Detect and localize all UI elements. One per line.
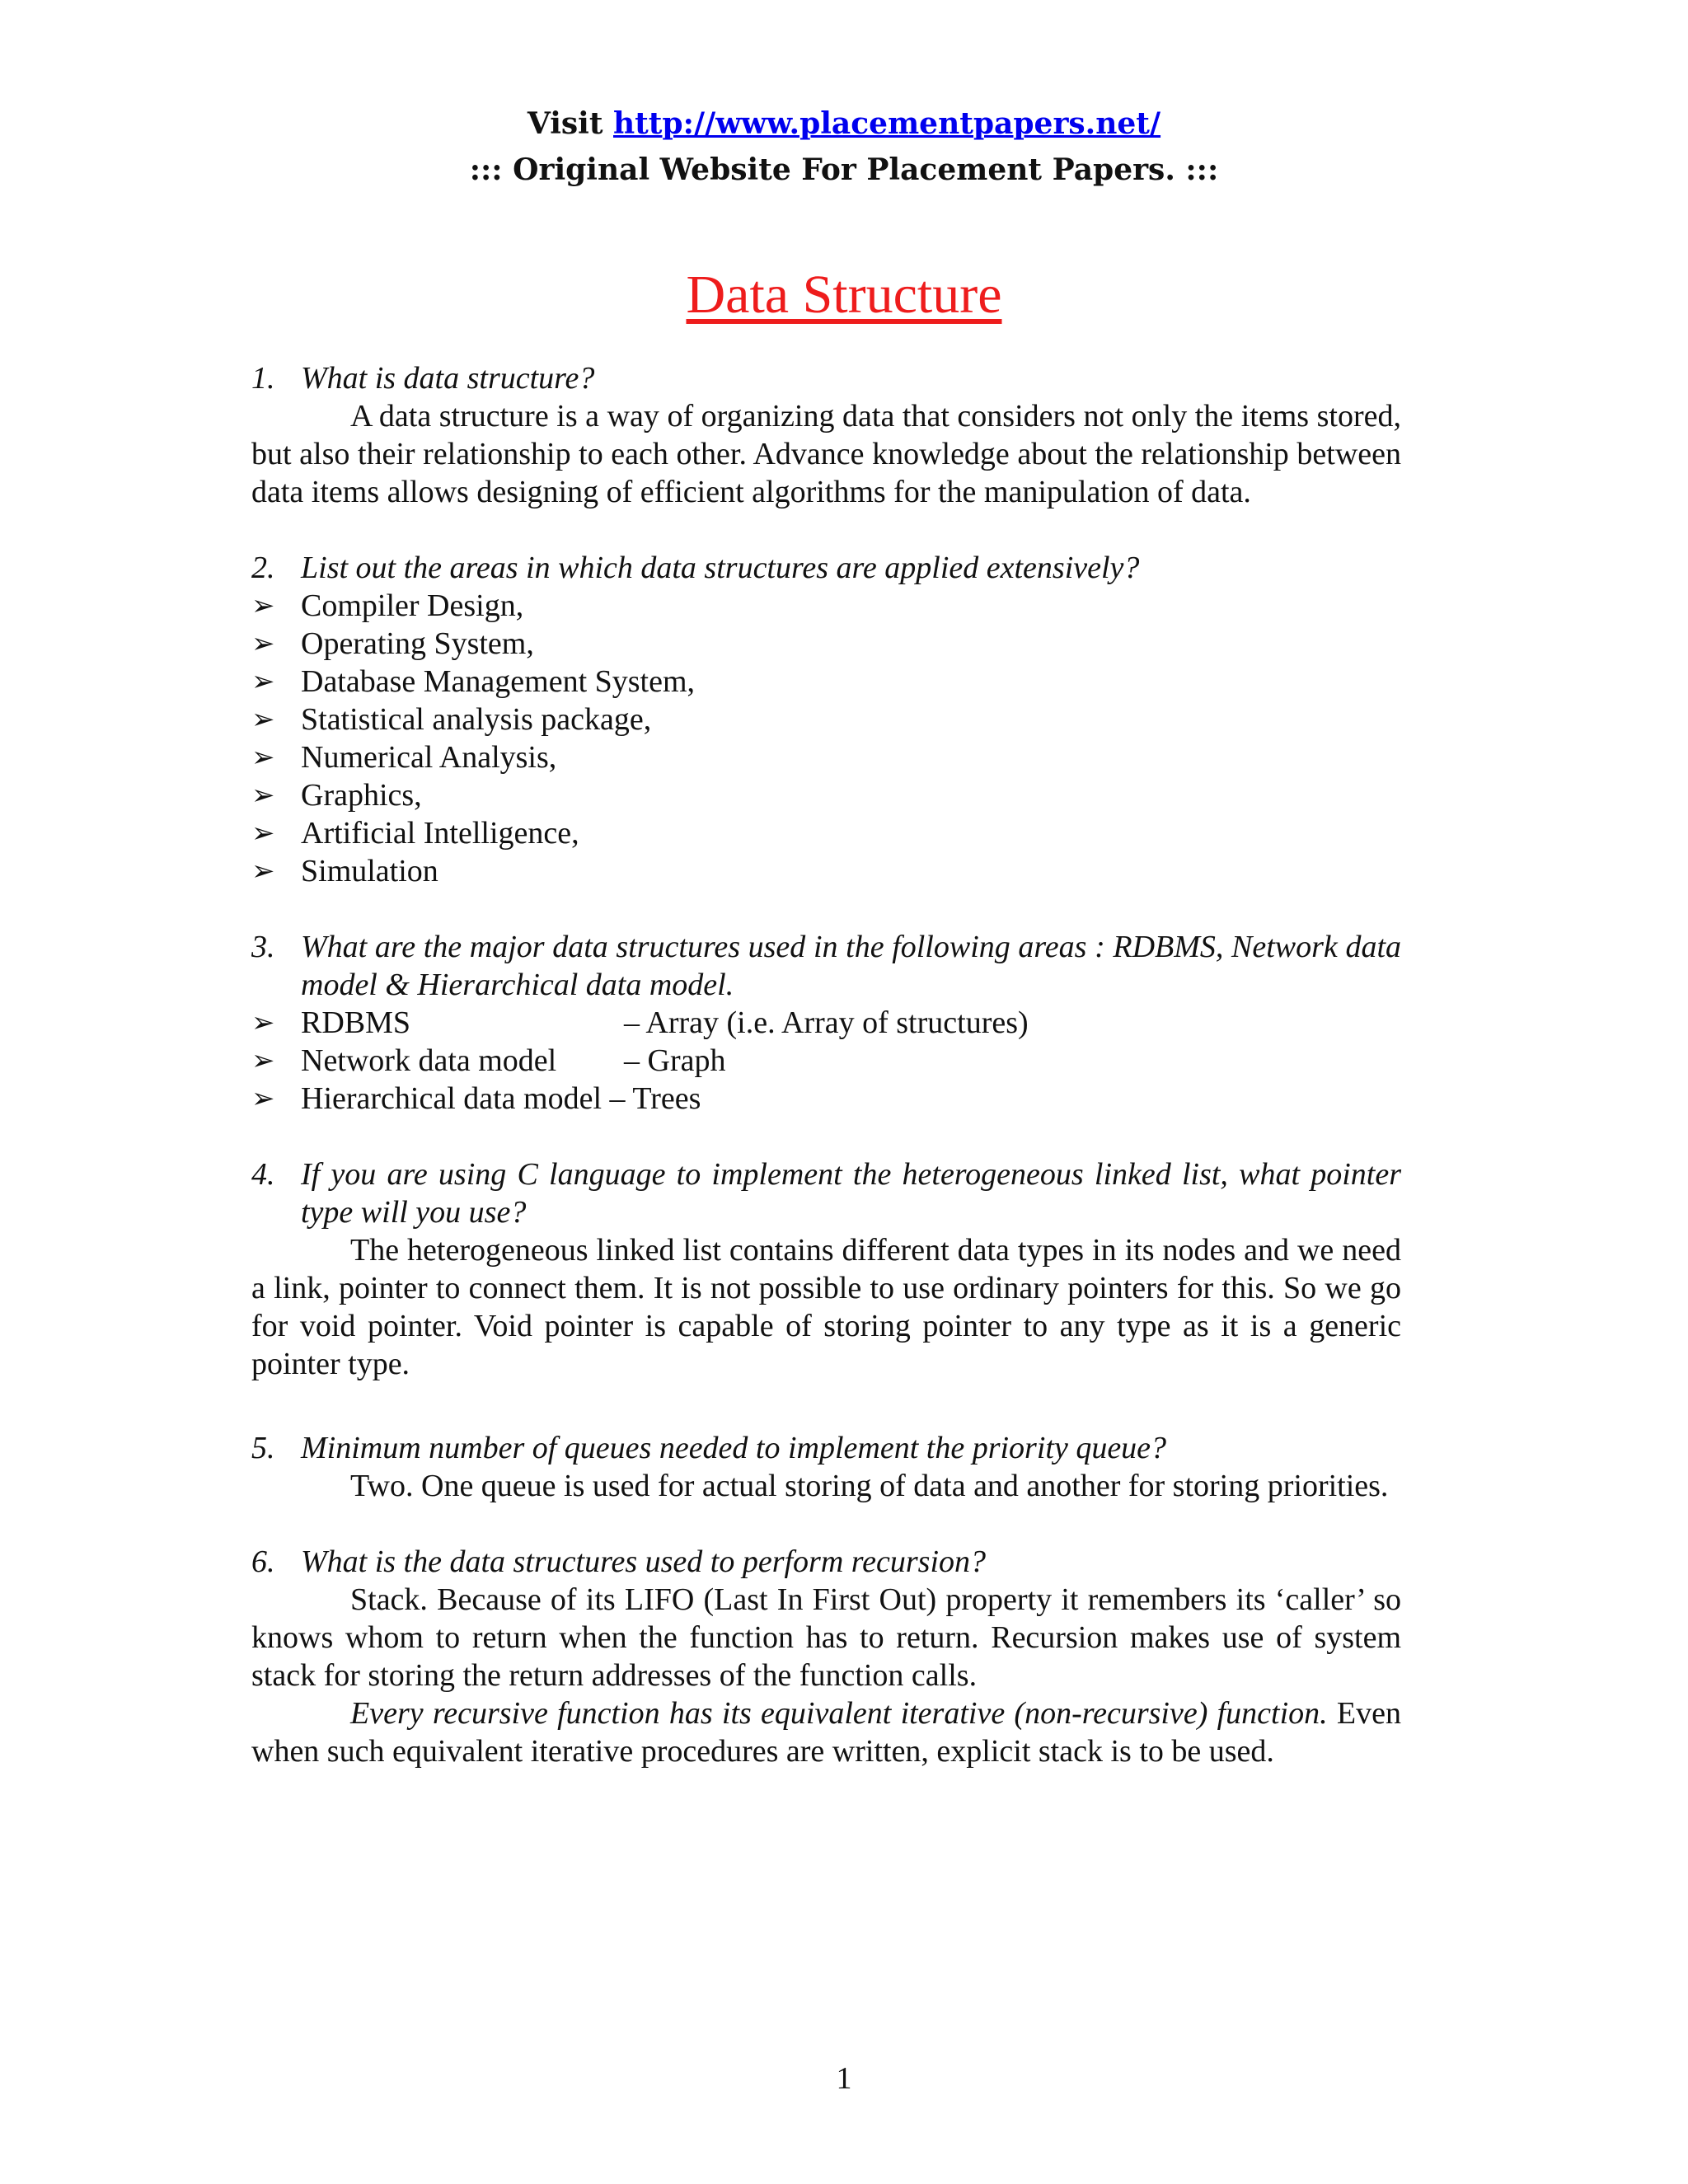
question-number: 5. bbox=[251, 1431, 275, 1465]
question-text: Minimum number of queues needed to implement the priority queue? bbox=[301, 1431, 1167, 1465]
header-tagline: ::: Original Website For Placement Papers. ::: bbox=[469, 152, 1219, 187]
list-item: ➢ Numerical Analysis, bbox=[251, 740, 557, 775]
area-name: Network data model bbox=[301, 1043, 557, 1078]
answer-6-note-italic: Every recursive function has its equivalent iterative (non-recursive) function. bbox=[350, 1696, 1328, 1731]
website-link[interactable]: http://www.placementpapers.net/ bbox=[613, 106, 1161, 141]
area-name: RDBMS bbox=[301, 1005, 411, 1040]
answer-6-note bbox=[251, 1694, 1401, 1770]
question-6 bbox=[251, 1543, 1401, 1581]
page-number: 1 bbox=[836, 2061, 852, 2096]
visit-prefix: Visit bbox=[527, 106, 613, 141]
question-4 bbox=[251, 1155, 1401, 1231]
answer-5: Two. One queue is used for actual storing of data and another for storing priorities. bbox=[350, 1469, 1389, 1503]
answer-4: The heterogeneous linked list contains different data types in its nodes and we need a link, pointer to connect them. It is not possible to use ordinary pointers for this. So we go for void pointer. Void pointer is capable of storing pointer to any type as it is a generic pointer type. bbox=[251, 1233, 1401, 1381]
arrow-bullet-icon: ➢ bbox=[251, 1044, 275, 1077]
arrow-bullet-icon: ➢ bbox=[251, 817, 275, 850]
question-number: 6. bbox=[251, 1544, 275, 1579]
answer-1: A data structure is a way of organizing data that considers not only the items stored, but also their relationship to each other. Advance knowledge about the relationship between data items allows designing of efficient algorithms for the manipulation of data. bbox=[251, 399, 1401, 509]
arrow-bullet-icon: ➢ bbox=[251, 589, 275, 622]
question-text: What is the data structures used to perform recursion? bbox=[301, 1544, 987, 1579]
structure-name: – Array (i.e. Array of structures) bbox=[624, 1005, 1029, 1040]
arrow-bullet-icon: ➢ bbox=[251, 779, 275, 812]
question-text: List out the areas in which data structures are applied extensively? bbox=[301, 551, 1140, 585]
arrow-bullet-icon: ➢ bbox=[251, 855, 275, 888]
arrow-bullet-icon: ➢ bbox=[251, 741, 275, 774]
list-item bbox=[251, 1080, 1401, 1118]
answer-6-note-rest: Even when such equivalent iterative procedures are written, explicit stack is to be used. bbox=[251, 1696, 1401, 1769]
arrow-bullet-icon: ➢ bbox=[251, 703, 275, 736]
question-number: 4. bbox=[251, 1157, 275, 1192]
question-text: What are the major data structures used in the following areas : RDBMS, Network data model & Hierarchical data model. bbox=[301, 930, 1401, 1002]
list-item: ➢ Database Management System, bbox=[251, 664, 696, 699]
list-item: ➢ Artificial Intelligence, bbox=[251, 816, 579, 851]
arrow-bullet-icon: ➢ bbox=[251, 1006, 275, 1039]
question-text: If you are using C language to implement the heterogeneous linked list, what pointer type will you use? bbox=[301, 1157, 1401, 1230]
question-3 bbox=[251, 928, 1401, 1004]
arrow-bullet-icon: ➢ bbox=[251, 1082, 275, 1115]
question-number: 2. bbox=[251, 551, 275, 585]
list-item: ➢ Graphics, bbox=[251, 778, 422, 813]
question-number: 1. bbox=[251, 361, 275, 396]
question-5 bbox=[251, 1429, 1401, 1467]
list-item bbox=[251, 1042, 1401, 1080]
list-item bbox=[251, 1004, 1401, 1042]
list-item: ➢ Simulation bbox=[251, 854, 438, 888]
list-item: ➢ Compiler Design, bbox=[251, 588, 524, 623]
arrow-bullet-icon: ➢ bbox=[251, 665, 275, 698]
area-name: Hierarchical data model bbox=[301, 1081, 603, 1116]
list-item: ➢ Statistical analysis package, bbox=[251, 702, 652, 737]
question-text: What is data structure? bbox=[301, 361, 595, 396]
answer-6: Stack. Because of its LIFO (Last In First Out) property it remembers its ‘caller’ so knows whom to return when the function has to return. Recursion makes use of system stack for storing the return addresses of the function calls. bbox=[251, 1582, 1401, 1693]
question-2 bbox=[251, 549, 1401, 587]
list-item: ➢ Operating System, bbox=[251, 626, 534, 661]
question-1 bbox=[251, 359, 1401, 397]
document-title: Data Structure bbox=[686, 265, 1002, 325]
areas-list bbox=[251, 587, 1401, 890]
arrow-bullet-icon: ➢ bbox=[251, 627, 275, 660]
document-body bbox=[251, 359, 1401, 1770]
question-number: 3. bbox=[251, 930, 275, 964]
page-header bbox=[0, 101, 1688, 193]
structure-name: – Trees bbox=[609, 1081, 701, 1116]
visit-line bbox=[0, 101, 1688, 147]
structure-name: – Graph bbox=[624, 1043, 726, 1078]
structures-list bbox=[251, 1004, 1401, 1118]
